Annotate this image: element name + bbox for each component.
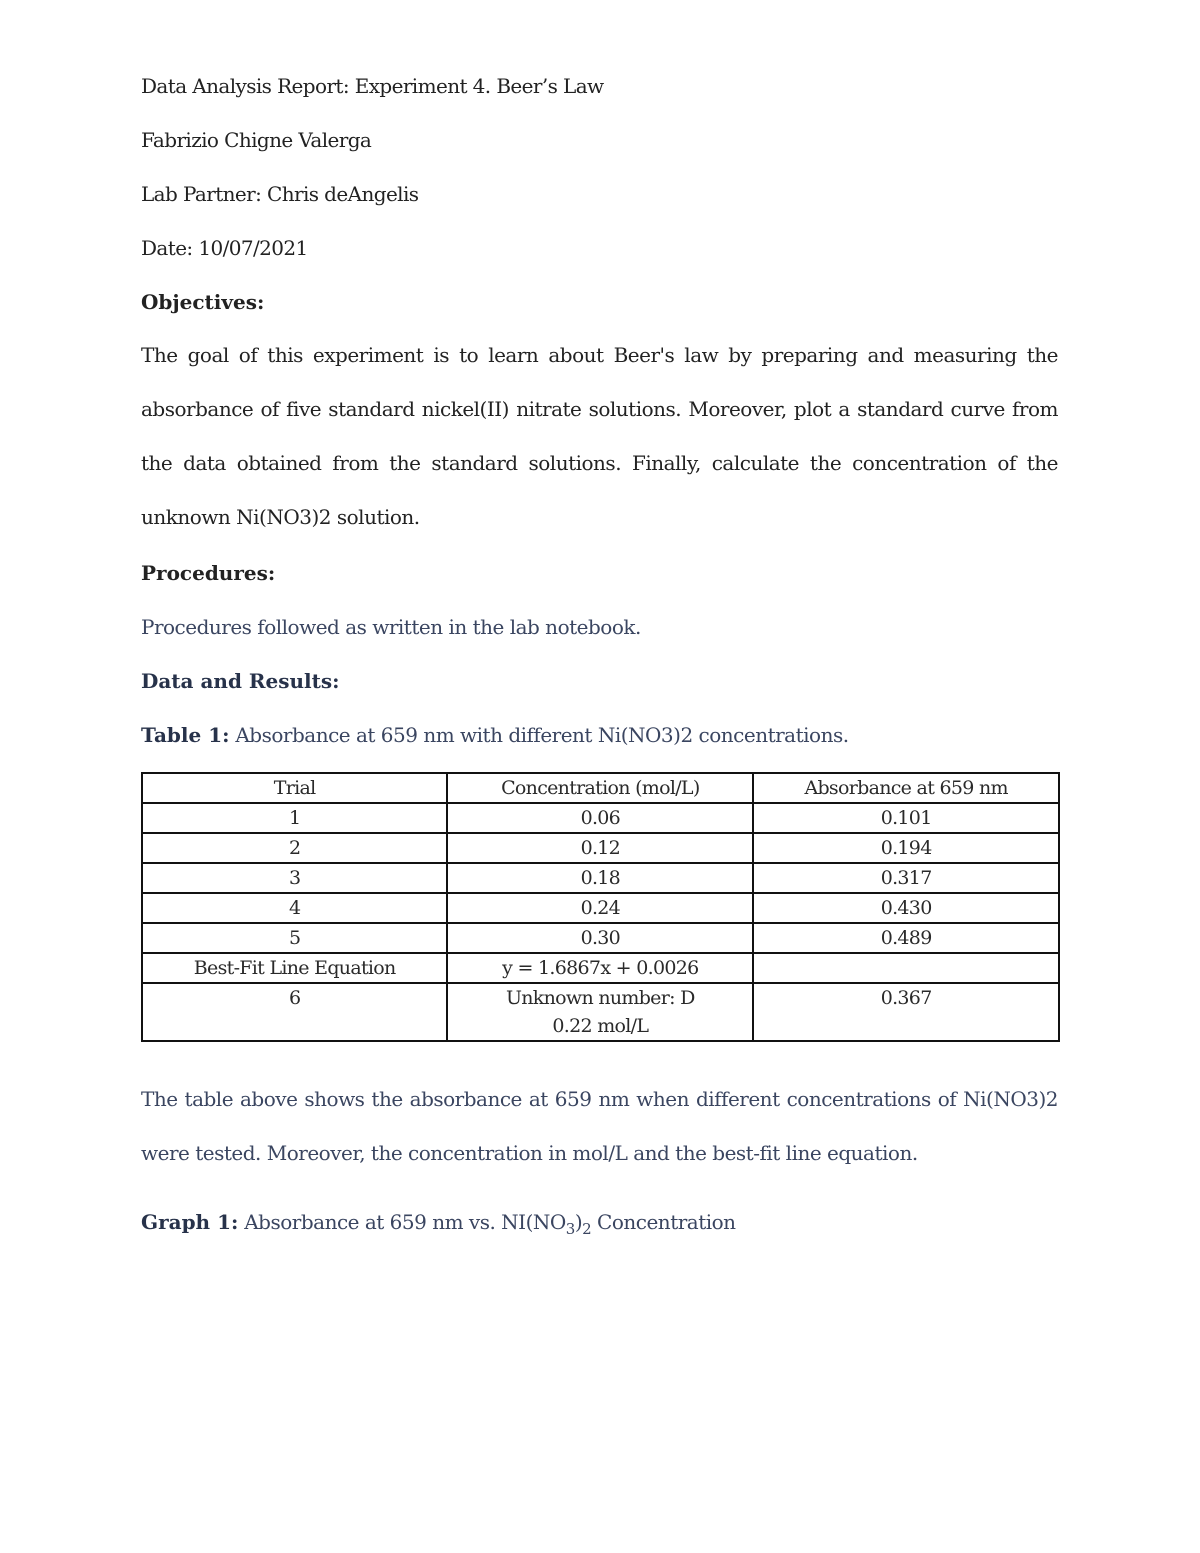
table-cell: 2 xyxy=(142,833,447,863)
table-header-cell: Trial xyxy=(142,773,447,803)
table-header-cell: Concentration (mol/L) xyxy=(447,773,753,803)
graph-caption-subscript: 2 xyxy=(582,1220,592,1238)
graph-caption xyxy=(141,1208,736,1243)
graph-caption-text: Absorbance at 659 nm vs. NI(NO xyxy=(238,1210,566,1234)
unknown-label: Unknown number: D xyxy=(505,987,695,1009)
table-cell: 0.194 xyxy=(753,833,1059,863)
data-results-heading: Data and Results: xyxy=(141,669,340,693)
table-cell: 3 xyxy=(142,863,447,893)
table-cell-unknown-concentration xyxy=(447,983,753,1041)
author-name: Fabrizio Chigne Valerga xyxy=(141,128,372,152)
unknown-concentration: 0.22 mol/L xyxy=(552,1015,649,1037)
table-cell: 0.18 xyxy=(447,863,753,893)
table-cell: Best-Fit Line Equation xyxy=(142,953,447,983)
lab-partner: Lab Partner: Chris deAngelis xyxy=(141,182,419,206)
table-header-row xyxy=(142,773,1059,803)
graph-caption-label: Graph 1: xyxy=(141,1210,239,1234)
graph-caption-paren: ) xyxy=(574,1210,583,1234)
table-cell: 5 xyxy=(142,923,447,953)
table-caption xyxy=(141,721,849,749)
table-description: The table above shows the absorbance at 659 nm when different concentrations of Ni(NO3)2 were tested. Moreover, the concentration in mol/L and the best-fit line equation. xyxy=(141,1087,1058,1165)
table-cell: 0.101 xyxy=(753,803,1059,833)
table-cell: 0.06 xyxy=(447,803,753,833)
table-cell: 0.317 xyxy=(753,863,1059,893)
table-row-unknown xyxy=(142,983,1059,1041)
procedures-text: Procedures followed as written in the lab notebook. xyxy=(141,615,641,639)
table-cell: 0.24 xyxy=(447,893,753,923)
table-cell: 0.430 xyxy=(753,893,1059,923)
graph-caption-end: Concentration xyxy=(591,1210,736,1234)
table-row xyxy=(142,893,1059,923)
table-cell: 0.12 xyxy=(447,833,753,863)
table-cell: y = 1.6867x + 0.0026 xyxy=(447,953,753,983)
table-row xyxy=(142,833,1059,863)
table-row xyxy=(142,803,1059,833)
objectives-heading: Objectives: xyxy=(141,290,265,314)
table-cell: 0.30 xyxy=(447,923,753,953)
procedures-heading: Procedures: xyxy=(141,561,276,585)
absorbance-table xyxy=(141,772,1060,1042)
objectives-paragraph: The goal of this experiment is to learn about Beer's law by preparing and measuring the absorbance of five standard nickel(II) nitrate solutions. Moreover, plot a standard curve from the data obtained from the standard solutions. Finally, calculate the concentration of the unknown Ni(NO3)2 solution. xyxy=(141,343,1058,529)
report-title: Data Analysis Report: Experiment 4. Beer’s Law xyxy=(141,74,604,98)
table-cell: 0.367 xyxy=(753,983,1059,1041)
table-row xyxy=(142,863,1059,893)
table-cell: 0.489 xyxy=(753,923,1059,953)
table-row-best-fit xyxy=(142,953,1059,983)
table-cell xyxy=(753,953,1059,983)
table-header-cell: Absorbance at 659 nm xyxy=(753,773,1059,803)
table-cell: 4 xyxy=(142,893,447,923)
table-caption-text: Absorbance at 659 nm with different Ni(NO3)2 concentrations. xyxy=(229,723,849,747)
graph-caption-subscript: 3 xyxy=(565,1220,575,1238)
table-row xyxy=(142,923,1059,953)
table-cell: 1 xyxy=(142,803,447,833)
table-caption-label: Table 1: xyxy=(141,723,230,747)
table-cell: 6 xyxy=(142,983,447,1041)
report-date: Date: 10/07/2021 xyxy=(141,236,308,260)
